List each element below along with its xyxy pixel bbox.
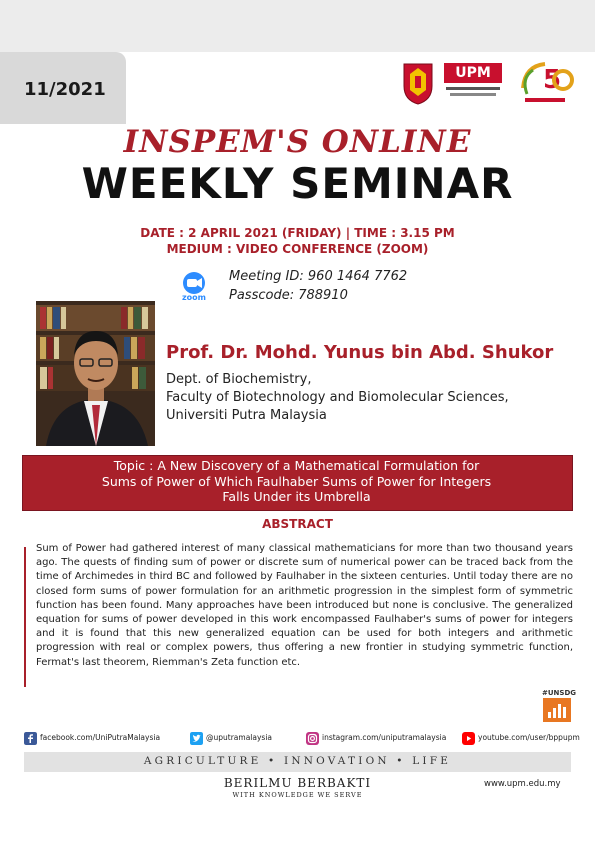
youtube-url: youtube.com/user/bppupm	[478, 733, 580, 742]
topic-line: Topic : A New Discovery of a Mathematical Formulation for	[113, 458, 480, 473]
topic-text	[22, 458, 571, 505]
facebook-icon	[24, 732, 37, 745]
twitter-icon	[190, 732, 203, 745]
zoom-label: zoom	[182, 293, 206, 302]
upm-logo-text: UPM	[444, 63, 502, 83]
speaker-photo	[36, 301, 155, 446]
upm-logo	[444, 63, 502, 103]
sdg-icon	[543, 698, 571, 722]
topic-line: Sums of Power of Which Faulhaber Sums of Power for Integers	[101, 473, 492, 489]
date-time-line: DATE : 2 APRIL 2021 (FRIDAY) | TIME : 3.15 PM	[140, 226, 455, 240]
instagram-link[interactable]	[306, 731, 446, 745]
instagram-icon	[306, 732, 319, 745]
speaker-affiliation	[166, 371, 509, 425]
anniversary-logo	[515, 58, 575, 108]
abstract-heading: ABSTRACT	[262, 517, 333, 531]
unsdg-label: #UNSDG	[542, 689, 577, 697]
issue-number: 11/2021	[24, 79, 106, 100]
upm-logo-subtitle	[444, 85, 502, 99]
speaker-name: Prof. Dr. Mohd. Yunus bin Abd. Shukor	[166, 342, 554, 363]
weekly-seminar-title: WEEKLY SEMINAR	[81, 159, 514, 208]
website-link[interactable]: www.upm.edu.my	[484, 779, 561, 789]
affiliation-line: Dept. of Biochemistry,	[166, 372, 312, 387]
youtube-icon	[462, 732, 475, 745]
upm-crest-logo	[400, 60, 436, 106]
affiliation-line: Faculty of Biotechnology and Biomolecular Sciences,	[166, 390, 509, 405]
abstract-rule	[24, 547, 26, 687]
twitter-link[interactable]	[190, 731, 272, 745]
tagline: AGRICULTURE • INNOVATION • LIFE	[143, 755, 452, 767]
youtube-link[interactable]	[462, 731, 580, 745]
top-band	[0, 0, 595, 52]
passcode: Passcode: 788910	[229, 288, 348, 303]
twitter-handle: @uputramalaysia	[206, 733, 272, 742]
motto-subtitle: WITH KNOWLEDGE WE SERVE	[232, 791, 363, 799]
abstract-body: Sum of Power had gathered interest of many classical mathematicians for more than two thousand years ago. The quests of finding sum of power or discrete sum of numerical power can be traced back from the time of Archimedes in third BC and followed by Faulhaber in the sixteen centuries. Until today there are no closed form sums of power formulation for an arithmetic progression in the simplest form of symmetric function has been found. Many approaches have been introduced but none is conclusive. The generalized equation for sums of power developed in this work encompassed Faulhaber's sums of power for integers and it is found that this new generalized equation can be used for both integers and arithmetic progression with real or complex powers, thus offering a new frontier in studying symmetric function, Fermat's last theorem, Riemman's Zeta function etc.	[36, 543, 573, 668]
topic-line: Falls Under its Umbrella	[222, 489, 371, 504]
meeting-id: Meeting ID: 960 1464 7762	[229, 269, 408, 284]
facebook-link[interactable]	[24, 731, 160, 745]
instagram-url: instagram.com/uniputramalaysia	[322, 733, 447, 742]
motto: BERILMU BERBAKTI	[223, 776, 372, 790]
medium-line: MEDIUM : VIDEO CONFERENCE (ZOOM)	[166, 242, 429, 256]
facebook-url: facebook.com/UniPutraMalaysia	[40, 733, 161, 742]
svg-text:5: 5	[543, 65, 562, 95]
affiliation-line: Universiti Putra Malaysia	[166, 408, 327, 423]
seminar-series-title: INSPEM'S ONLINE	[123, 124, 472, 160]
